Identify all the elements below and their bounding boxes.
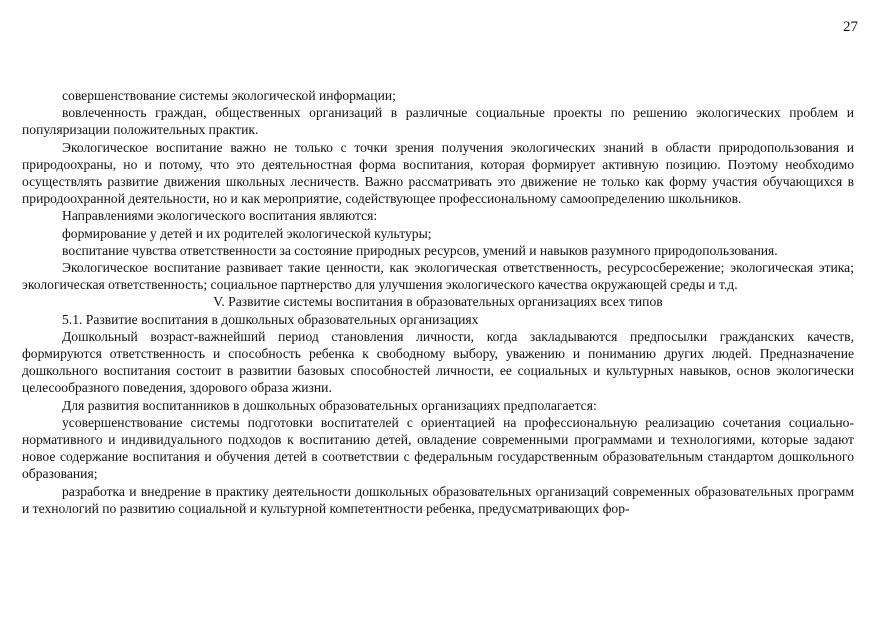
paragraph: Для развития воспитанников в дошкольных образовательных организациях предполагается: [62, 397, 597, 413]
section-heading: V. Развитие системы воспитания в образовательных организациях всех типов [213, 294, 663, 310]
paragraph: воспитание чувства ответственности за состояние природных ресурсов, умений и навыков разумного природопользования. [62, 242, 778, 258]
paragraph: вовлеченность граждан, общественных организаций в различные социальные проекты по решению экологических проблем и популяризации положительных практик. [22, 105, 854, 138]
paragraph: усовершенствование системы подготовки воспитателей с ориентацией на профессиональную реализацию сочетания социально-нормативного и индивидуального подходов к воспитанию детей, овладение современными программами и технологиями, которые задают новое содержание воспитания и обучения детей в соответствии с федеральным государственным образовательным стандартом дошкольного образования; [22, 414, 854, 482]
paragraph: Дошкольный возраст-важнейший период становления личности, когда закладываются предпосылки гражданских качеств, формируются ответственность и способность ребенка к свободному выбору, уважению и пониманию других людей. Предназначение дошкольного воспитания состоит в развитии базовых способностей личности, ее социальных и культурных навыков, основ экологически целесообразного поведения, здорового образа жизни. [22, 328, 854, 396]
paragraph: совершенствование системы экологической информации; [62, 88, 396, 103]
paragraph: формирование у детей и их родителей экологической культуры; [62, 225, 432, 241]
paragraph: Направлениями экологического воспитания являются: [62, 208, 378, 224]
document-body [22, 87, 854, 517]
paragraph: Экологическое воспитание важно не только с точки зрения получения экологических знаний в области природопользования и природоохраны, но и потому, что это деятельностная форма воспитания, которая формирует активную позицию. Поэтому необходимо осуществлять развитие движения школьных лесничеств. Важно рассматривать это движение не только как форму участия обучающихся в природоохранной деятельности, но и как мероприятие, содействующее профессиональному самоопределению школьников. [22, 139, 854, 207]
page-number: 27 [843, 19, 858, 35]
paragraph: Экологическое воспитание развивает такие ценности, как экологическая ответственность, ресурсосбережение; экологическая этика; экологическая ответственность; социальное партнерство для улучшения экологического качества окружающей среды и т.д. [22, 260, 854, 293]
subsection-heading: 5.1. Развитие воспитания в дошкольных образовательных организациях [62, 311, 479, 327]
paragraph: разработка и внедрение в практику деятельности дошкольных образовательных организаций современных образовательных программ и технологий по развитию социальной и культурной компетентности ребенка, предусматривающих фор- [22, 483, 854, 516]
